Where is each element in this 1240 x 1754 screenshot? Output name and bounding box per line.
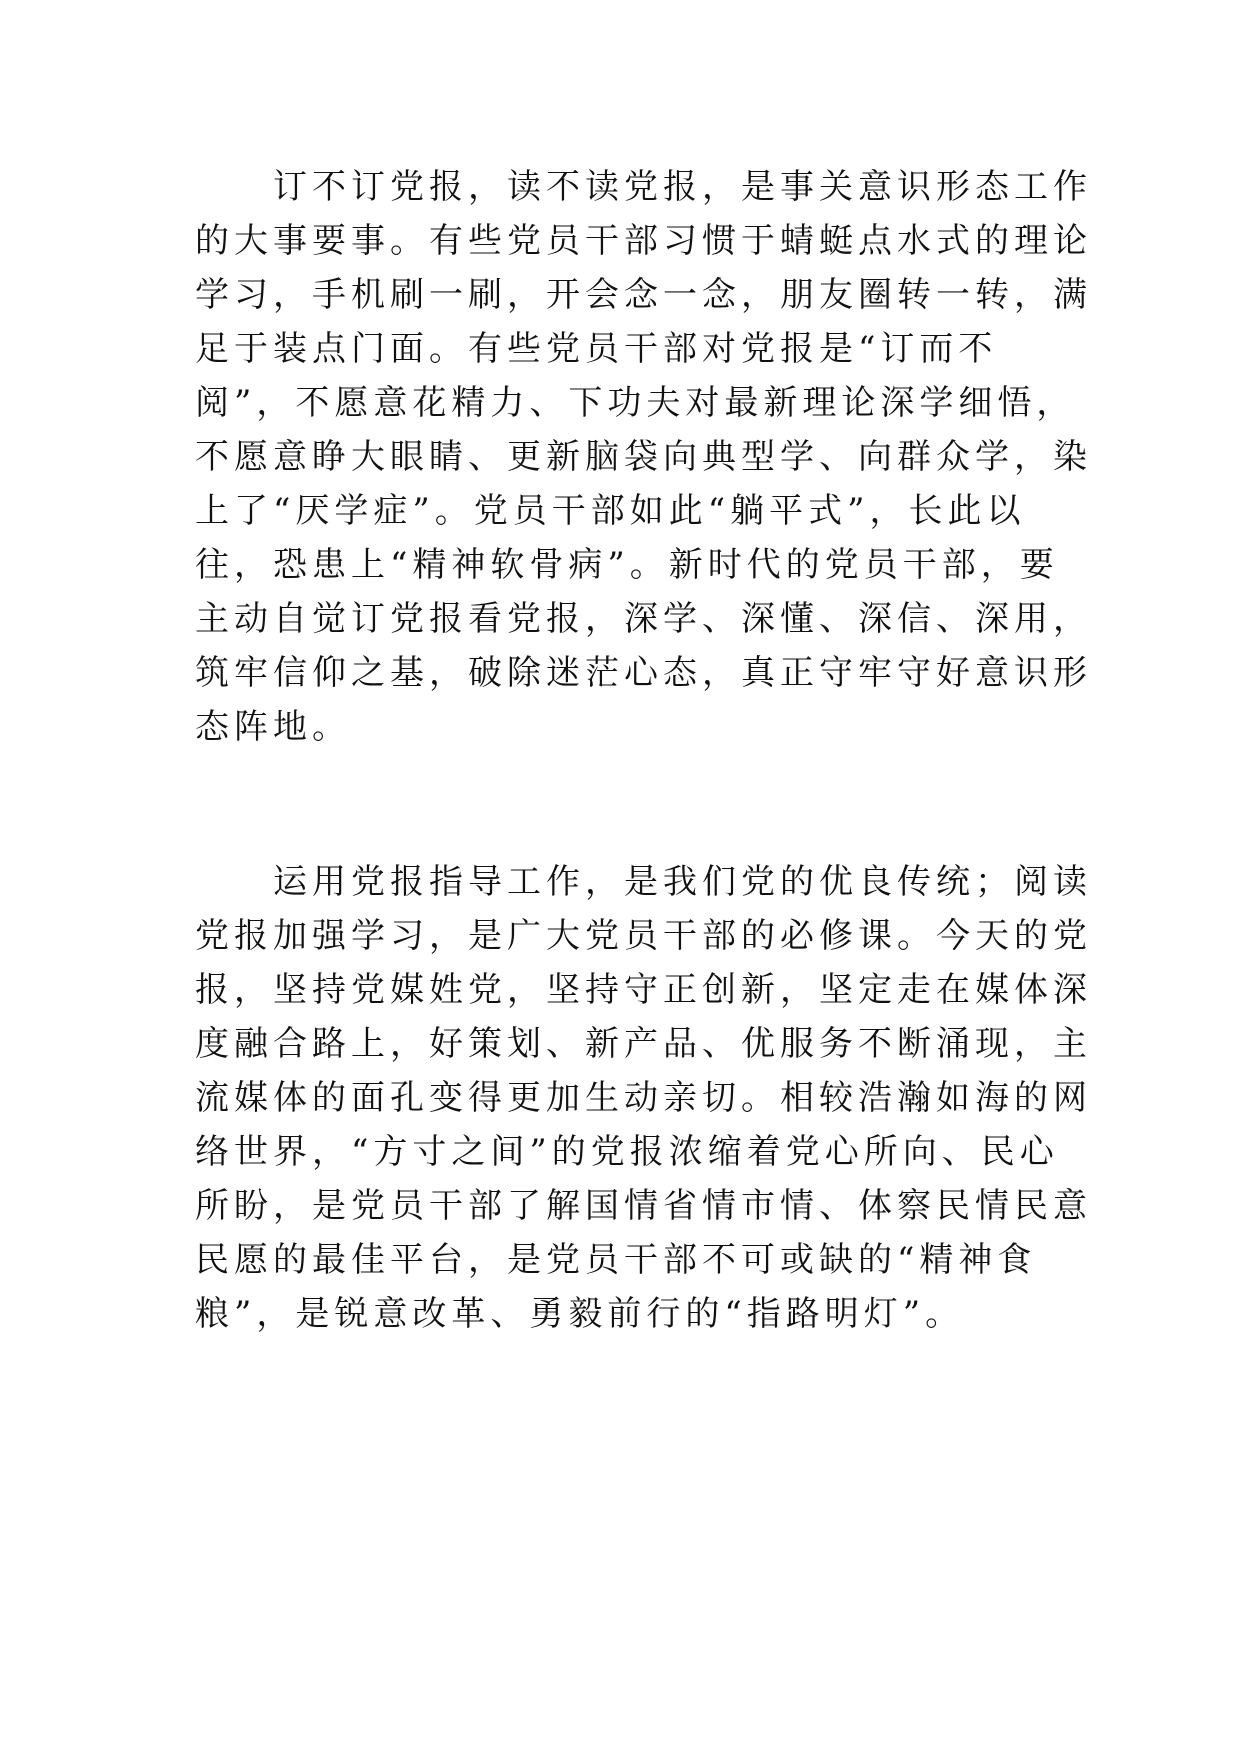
paragraph-line: 报，坚持党媒姓党，坚持守正创新，坚定走在媒体深 xyxy=(195,970,1092,1010)
paragraph-line: 阅”，不愿意花精力、下功夫对最新理论深学细悟， xyxy=(195,383,1076,423)
paragraph-line: 度融合路上，好策划、新产品、优服务不断涌现，主 xyxy=(195,1024,1092,1064)
paragraph-line: 流媒体的面孔变得更加生动亲切。相较浩瀚如海的网 xyxy=(195,1078,1092,1118)
paragraph-line: 运用党报指导工作，是我们党的优良传统；阅读 xyxy=(195,862,1092,902)
paragraph-line: 上了“厌学症”。党员干部如此“躺平式”，长此以 xyxy=(195,491,1026,531)
paragraph-line: 学习，手机刷一刷，开会念一念，朋友圈转一转，满 xyxy=(195,275,1092,315)
paragraph-line: 所盼，是党员干部了解国情省情市情、体察民情民意 xyxy=(195,1186,1092,1226)
paragraph-line: 的大事要事。有些党员干部习惯于蜻蜓点水式的理论 xyxy=(195,221,1092,261)
paragraph-line: 粮”，是锐意改革、勇毅前行的“指路明灯”。 xyxy=(195,1294,965,1334)
paragraph-1 xyxy=(195,160,1092,754)
paragraph-line: 足于装点门面。有些党员干部对党报是“订而不 xyxy=(195,329,998,369)
paragraph-line: 订不订党报，读不读党报，是事关意识形态工作 xyxy=(195,167,1092,207)
paragraph-line: 络世界，“方寸之间”的党报浓缩着党心所向、民心 xyxy=(195,1132,1059,1172)
paragraph-line: 态阵地。 xyxy=(195,707,351,747)
paragraph-line: 民愿的最佳平台，是党员干部不可或缺的“精神食 xyxy=(195,1240,1037,1280)
paragraph-line: 筑牢信仰之基，破除迷茫心态，真正守牢守好意识形 xyxy=(195,653,1092,693)
paragraph-line: 不愿意睁大眼睛、更新脑袋向典型学、向群众学，染 xyxy=(195,437,1092,477)
paragraph-line: 往，恐患上“精神软骨病”。新时代的党员干部，要 xyxy=(195,545,1059,585)
paragraph-line: 主动自觉订党报看党报，深学、深懂、深信、深用， xyxy=(195,599,1092,639)
paragraph-2 xyxy=(195,855,1092,1341)
paragraph-line: 党报加强学习，是广大党员干部的必修课。今天的党 xyxy=(195,916,1092,956)
